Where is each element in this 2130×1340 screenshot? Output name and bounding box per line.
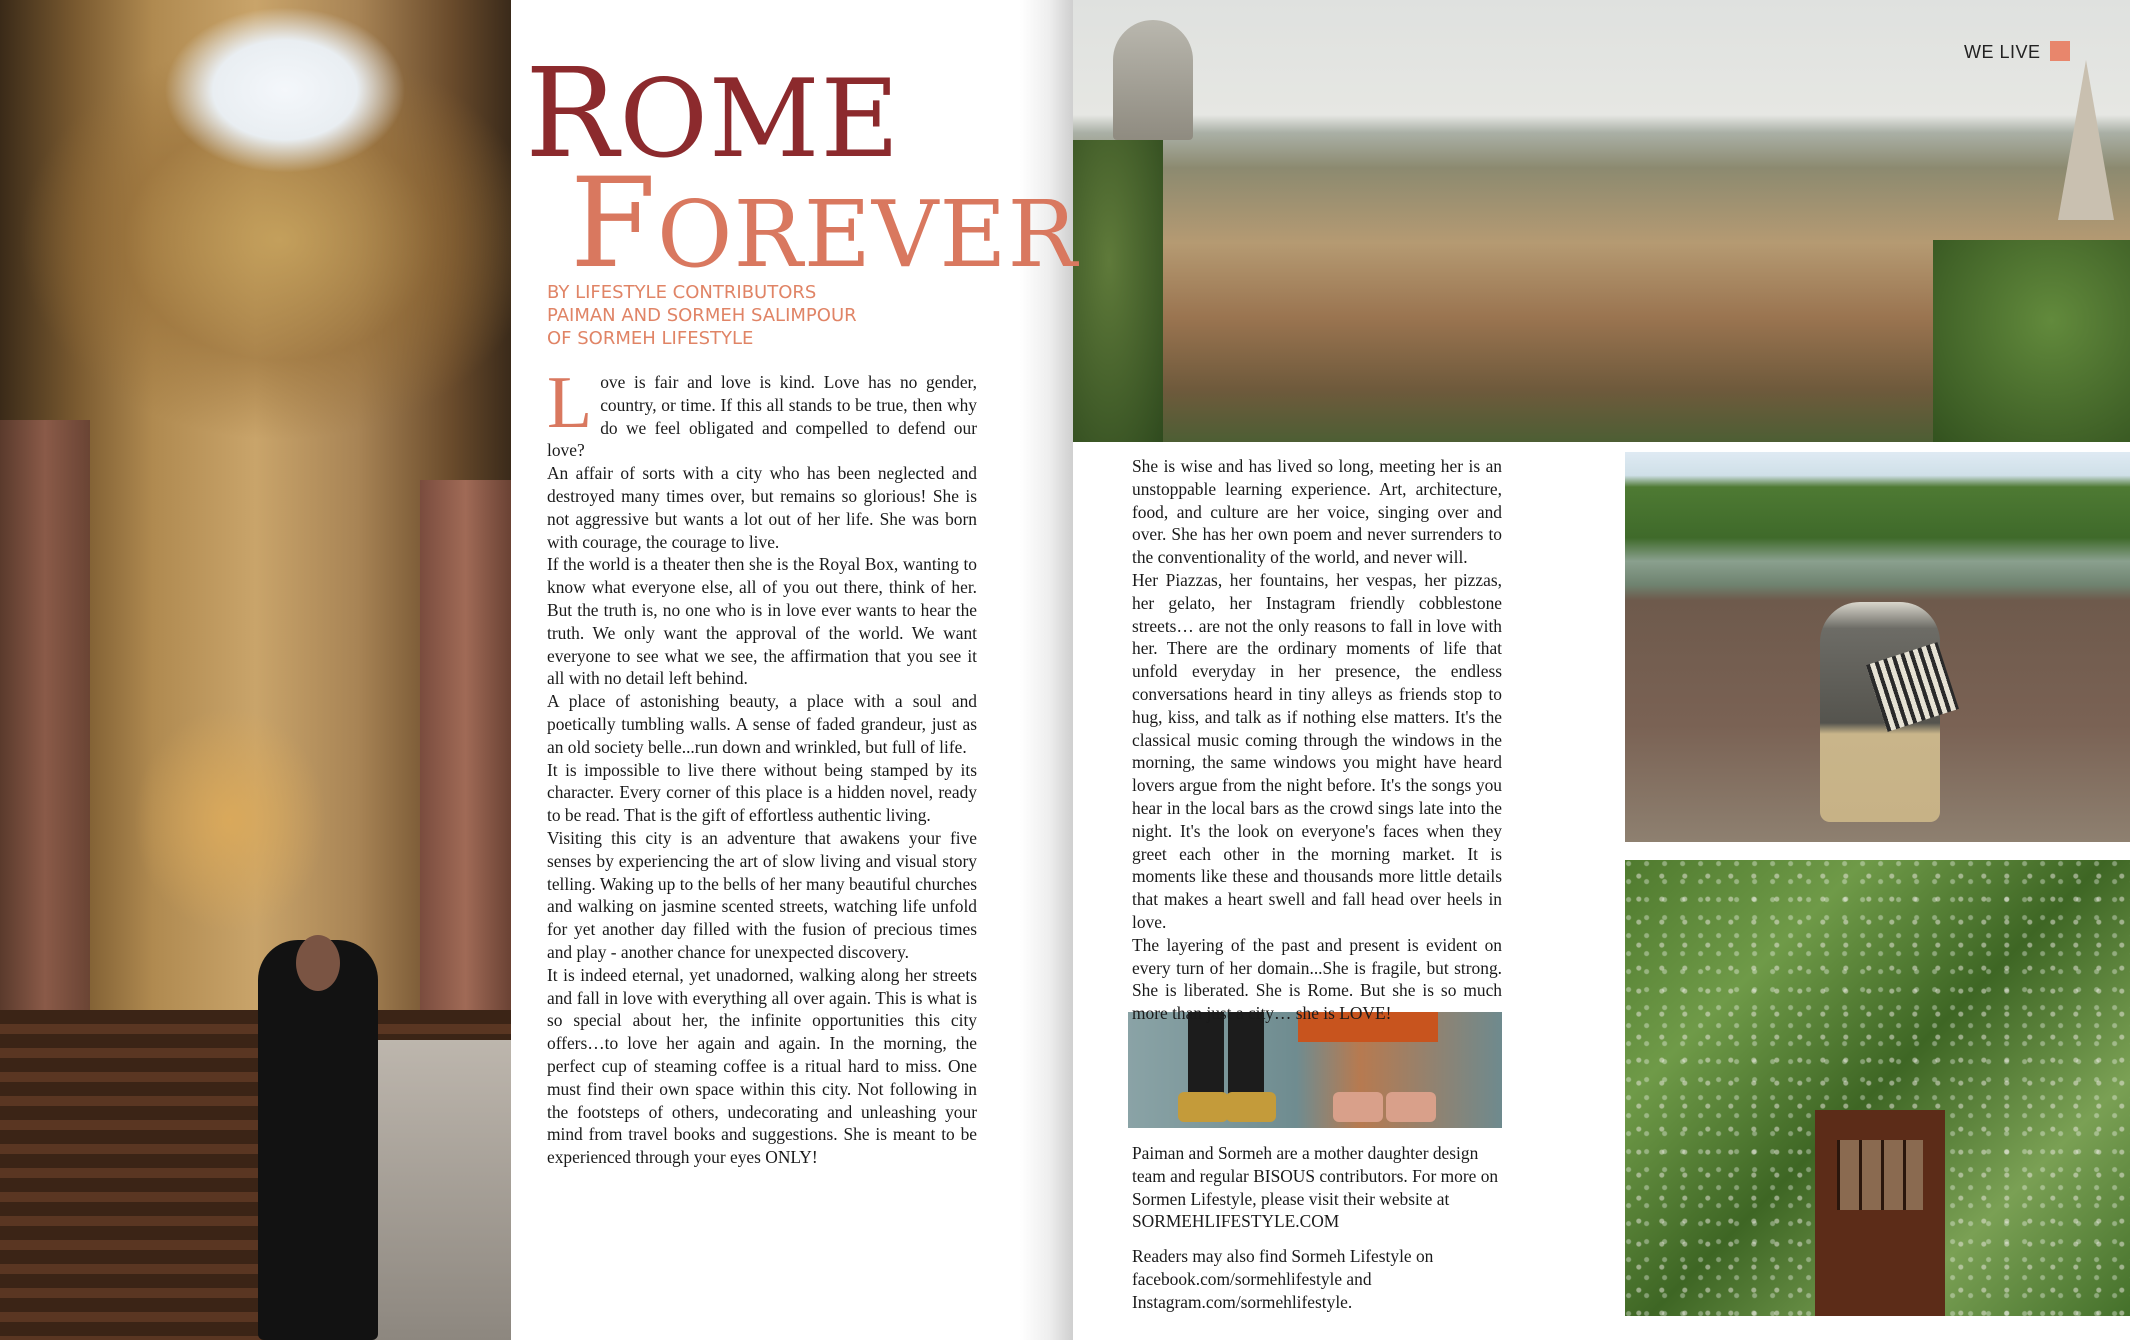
- accordion-player-photo: [1625, 452, 2130, 842]
- paragraph: If the world is a theater then she is the Royal Box, wanting to know what everyone else, all of you out there, think of her. But the truth is, no one who is in love ever wants to hear the truth. We only want the approval of the world. We want everyone to see what we see, the affirmation that you see it all with no detail left behind.: [547, 554, 977, 689]
- title-line-1-initial: R: [525, 42, 620, 186]
- section-marker-square: [2050, 41, 2070, 61]
- paragraph: ove is fair and love is kind. Love has no gender, country, or time. If this all stands to be true, then why do we feel obligated and compelled to defend our love?: [547, 372, 977, 461]
- shoes-photo: [1128, 1012, 1502, 1128]
- title-line-1-rest: OME: [619, 57, 901, 182]
- church-interior-photo: [0, 0, 511, 1340]
- author-bio: [1132, 1142, 1502, 1326]
- article-column-2: [1132, 455, 1502, 1025]
- paragraph: Visiting this city is an adventure that awakens your five senses by experiencing the art of slow living and visual story telling. Waking up to the bells of her many beautiful churches and walking on jasmine scented streets, watching life unfold for yet another day filled with the fusion of precious times and play - another chance for unexpected discovery.: [547, 827, 977, 962]
- bio-paragraph: Paiman and Sormeh are a mother daughter design team and regular BISOUS contributors. For more on Sormen Lifestyle, please visit their website at SORMEHLIFESTYLE.COM: [1132, 1143, 1499, 1232]
- paragraph: Her Piazzas, her fountains, her vespas, her pizzas, her gelato, her Instagram friendly cobblestone streets… are not the only reasons to fall in love with her. There are the ordinary moments of life that unfold everyday in her presence, the endless conversations heard in tiny alleys as friends stop to hug, kiss, and talk as if nothing else matters. It's the classical music coming through the windows in the morning, the same windows you might have heard lovers argue from the night before. It's the songs you hear in the local bars as the crowd sings late into the night. It's the look on everyone's faces when they greet each other in the morning market. It is moments like these and thousands more little details that makes a heart swell and fall head over heels in love.: [1132, 569, 1502, 932]
- rome-skyline-photo: [1073, 0, 2130, 442]
- paragraph: An affair of sorts with a city who has been neglected and destroyed many times over, but remains so glorious! She is not aggressive but wants a lot out of her life. She was born with courage, the courage to live.: [547, 463, 977, 552]
- paragraph: It is impossible to live there without being stamped by its character. Every corner of this place is a hidden novel, ready to be read. That is the gift of effortless authentic living.: [547, 759, 977, 826]
- bio-paragraph: Readers may also find Sormeh Lifestyle on facebook.com/sormehlifestyle and Instagram.com/sormehlifestyle.: [1132, 1246, 1434, 1312]
- paragraph: It is indeed eternal, yet unadorned, walking along her streets and fall in love with everything all over again. This is what is so special about her, the infinite opportunities this city offers…to love her again and again. In the morning, the perfect cup of steaming coffee is a ritual hard to miss. One must find their own space within this city. Not following in the footsteps of others, undecorating and unleashing your mind from travel books and suggestions. She is meant to be experienced through your eyes ONLY!: [547, 964, 977, 1168]
- byline-line: OF SORMEH LIFESTYLE: [547, 328, 754, 349]
- paragraph: A place of astonishing beauty, a place with a soul and poetically tumbling walls. A sense of faded grandeur, just as an old society belle...run down and wrinkled, but full of life.: [547, 691, 977, 757]
- byline-line: PAIMAN AND SORMEH SALIMPOUR: [547, 305, 857, 326]
- section-label: WE LIVE: [1964, 42, 2041, 62]
- title-line-2-initial: F: [570, 152, 658, 296]
- drop-cap: L: [547, 362, 593, 444]
- ivy-doorway-photo: [1625, 860, 2130, 1316]
- byline: [547, 281, 857, 350]
- title-line-2-rest: OREVER: [657, 181, 1078, 288]
- paragraph: She is wise and has lived so long, meeting her is an unstoppable learning experience. Art, architecture, food, and culture are her voice, singing over and over. She has her own poem and never surrenders to the conventionality of the world, and never will.: [1132, 456, 1502, 568]
- article-column-1: [547, 362, 977, 1169]
- paragraph: The layering of the past and present is evident on every turn of her domain...She is fragile, but strong. She is liberated. She is Rome. But she is so much more than just a city… she is LOVE!: [1132, 934, 1502, 1024]
- byline-line: BY LIFESTYLE CONTRIBUTORS: [547, 282, 817, 303]
